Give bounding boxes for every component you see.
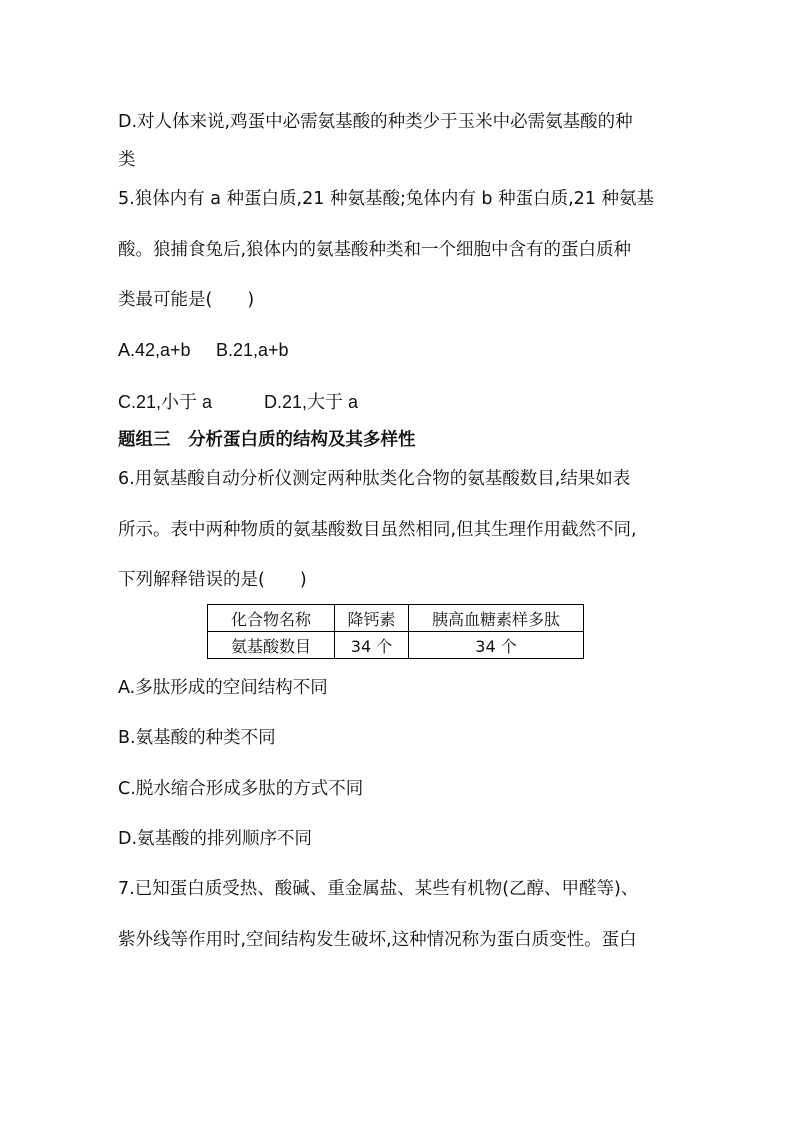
table-cell: 降钙素	[335, 605, 409, 632]
table-cell: 化合物名称	[208, 605, 335, 632]
section-heading: 题组三 分析蛋白质的结构及其多样性	[118, 430, 416, 450]
q5-option-c: C.21,小于 a	[118, 392, 213, 412]
q6-stem-line3: 下列解释错误的是( )	[118, 570, 307, 590]
q6-stem-line2: 所示。表中两种物质的氨基酸数目虽然相同,但其生理作用截然不同,	[118, 520, 637, 540]
q4-option-d-line1: D.对人体来说,鸡蛋中必需氨基酸的种类少于玉米中必需氨基酸的种	[118, 112, 633, 132]
q5-stem-line1: 5.狼体内有 a 种蛋白质,21 种氨基酸;兔体内有 b 种蛋白质,21 种氨基	[118, 189, 654, 209]
table-cell: 34 个	[409, 632, 584, 659]
table-row	[208, 632, 584, 659]
q6-stem-line1: 6.用氨基酸自动分析仪测定两种肽类化合物的氨基酸数目,结果如表	[118, 469, 631, 489]
q5-option-a: A.42,a+b	[118, 340, 191, 360]
table-cell: 胰高血糖素样多肽	[409, 605, 584, 632]
q7-stem-line2: 紫外线等作用时,空间结构发生破坏,这种情况称为蛋白质变性。蛋白	[118, 930, 637, 950]
q7-stem-line1: 7.已知蛋白质受热、酸碱、重金属盐、某些有机物(乙醇、甲醛等)、	[118, 879, 639, 899]
table-cell: 34 个	[335, 632, 409, 659]
q5-stem-line2: 酸。狼捕食兔后,狼体内的氨基酸种类和一个细胞中含有的蛋白质种	[118, 240, 632, 260]
q6-option-d: D.氨基酸的排列顺序不同	[118, 829, 313, 849]
q6-option-c: C.脱水缩合形成多肽的方式不同	[118, 779, 364, 799]
table-cell: 氨基酸数目	[208, 632, 335, 659]
q6-option-b: B.氨基酸的种类不同	[118, 728, 276, 748]
q4-option-d-line2: 类	[118, 150, 136, 170]
q6-option-a: A.多肽形成的空间结构不同	[118, 678, 328, 698]
amino-acid-count-table	[207, 604, 584, 659]
table-header-row	[208, 605, 584, 632]
q5-stem-line3: 类最可能是( )	[118, 290, 255, 310]
q5-option-b: B.21,a+b	[216, 340, 289, 360]
q5-option-d: D.21,大于 a	[264, 392, 359, 412]
